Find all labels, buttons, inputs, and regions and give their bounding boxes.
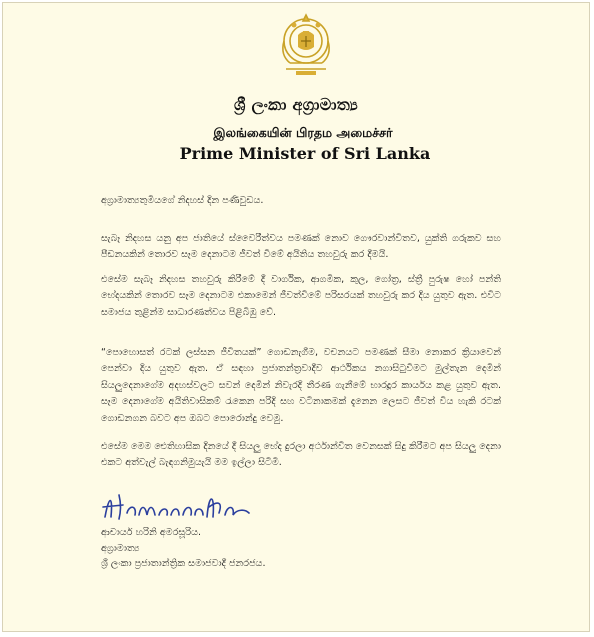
letterhead-title-sinhala: ශ්‍රී ලංකා අග්‍රාමාත්‍ය	[233, 95, 359, 114]
letterhead-title-english: Prime Minister of Sri Lanka	[179, 144, 431, 163]
signoff-block	[101, 525, 401, 572]
signatory-country: ශ්‍රී ලංකා ප්‍රජාතාන්ත්‍රික සමාජවාදී ජනරජය.	[101, 558, 266, 569]
signatory-name: ආචාර්ය හරිනි අමරසූරිය.	[101, 527, 202, 538]
sri-lanka-emblem-icon	[276, 11, 336, 77]
letter-paragraph: “පොහොසත් රටක් ලස්සන ජීවිතයක්” ගොඩනැගීම, වචනයට පමණක් සීමා නොකර ක්‍රියාවෙන් පෙන්වා දිය යුතුව ඇත. ඒ සඳහා ප්‍රජාතන්ත්‍රවාදීව ආර්ථිකය නගාසිටුවීමට මුල්තැන දෙමින් සියලුදෙනාගේම අදහස්වලට සවන් දෙමින් නිවැරදි තීරණ ගැනීමේ භාරදූර කාර්යය කළ යුතුව ඇත. සෑම දෙනාගේම අයිතිවාසිකම් රැකෙන පරිදි සහ වටිනාකමක් දැනෙන ලෙසට ජීවත් විය හැකි රටක් ගොඩනගන බවට අප ඔබට පොරොන්දු වෙමු.	[101, 347, 501, 424]
signatory-role: අග්‍රාමාත්‍ය	[101, 542, 140, 554]
letter-paragraph: සැබෑ නිදහස යනු අප ජාතියේ ස්වෛරීත්වය පමණක් නොව ගෞරවාන්විතව, යුක්ති ගරුකව සහ පීඩනයකින් තොරව සෑම දෙනාටම ජීවත් වීමේ අයිතිය තහවුරු කර දීමයි.	[101, 233, 501, 261]
letter-paragraph: එසේම මෙම ඓතිහාසික දිනයේ දී සියලු භේද දුරලා අර්ථාන්විත වෙනසක් සිදු කිරීමට අප සියලු දෙනා එකට අත්වැල් බැඳගනිමුයැයි මම ඉල්ලා සිටිමි.	[101, 441, 501, 469]
letter-paragraph: එසේම සැබෑ නිදහස තහවුරු කිරීමේ දී වාර්ගික, ආගමික, කුල, ගෝත්‍ර, ස්ත්‍රී පුරුෂ හෝ පන්ති භේදයකින් තොරව සෑම දෙනාටම එකාමෙන් ජීවත්වීමේ පරිසරයක් තහවුරු කර දිය යුතුව ඇත. එවිට සමාජය තුළින්ම සාධාරණත්වය පිළිබිඹු වේ.	[101, 274, 501, 318]
letterhead-title-tamil: இலங்கையின் பிரதம அமைச்சர்	[213, 125, 393, 140]
handwritten-signature	[99, 487, 259, 527]
letter-sheet	[2, 2, 590, 632]
letter-salutation: අග්‍රාමාත්‍යතුමියගේ නිදහස් දින පණිවුඩය.	[101, 195, 264, 206]
